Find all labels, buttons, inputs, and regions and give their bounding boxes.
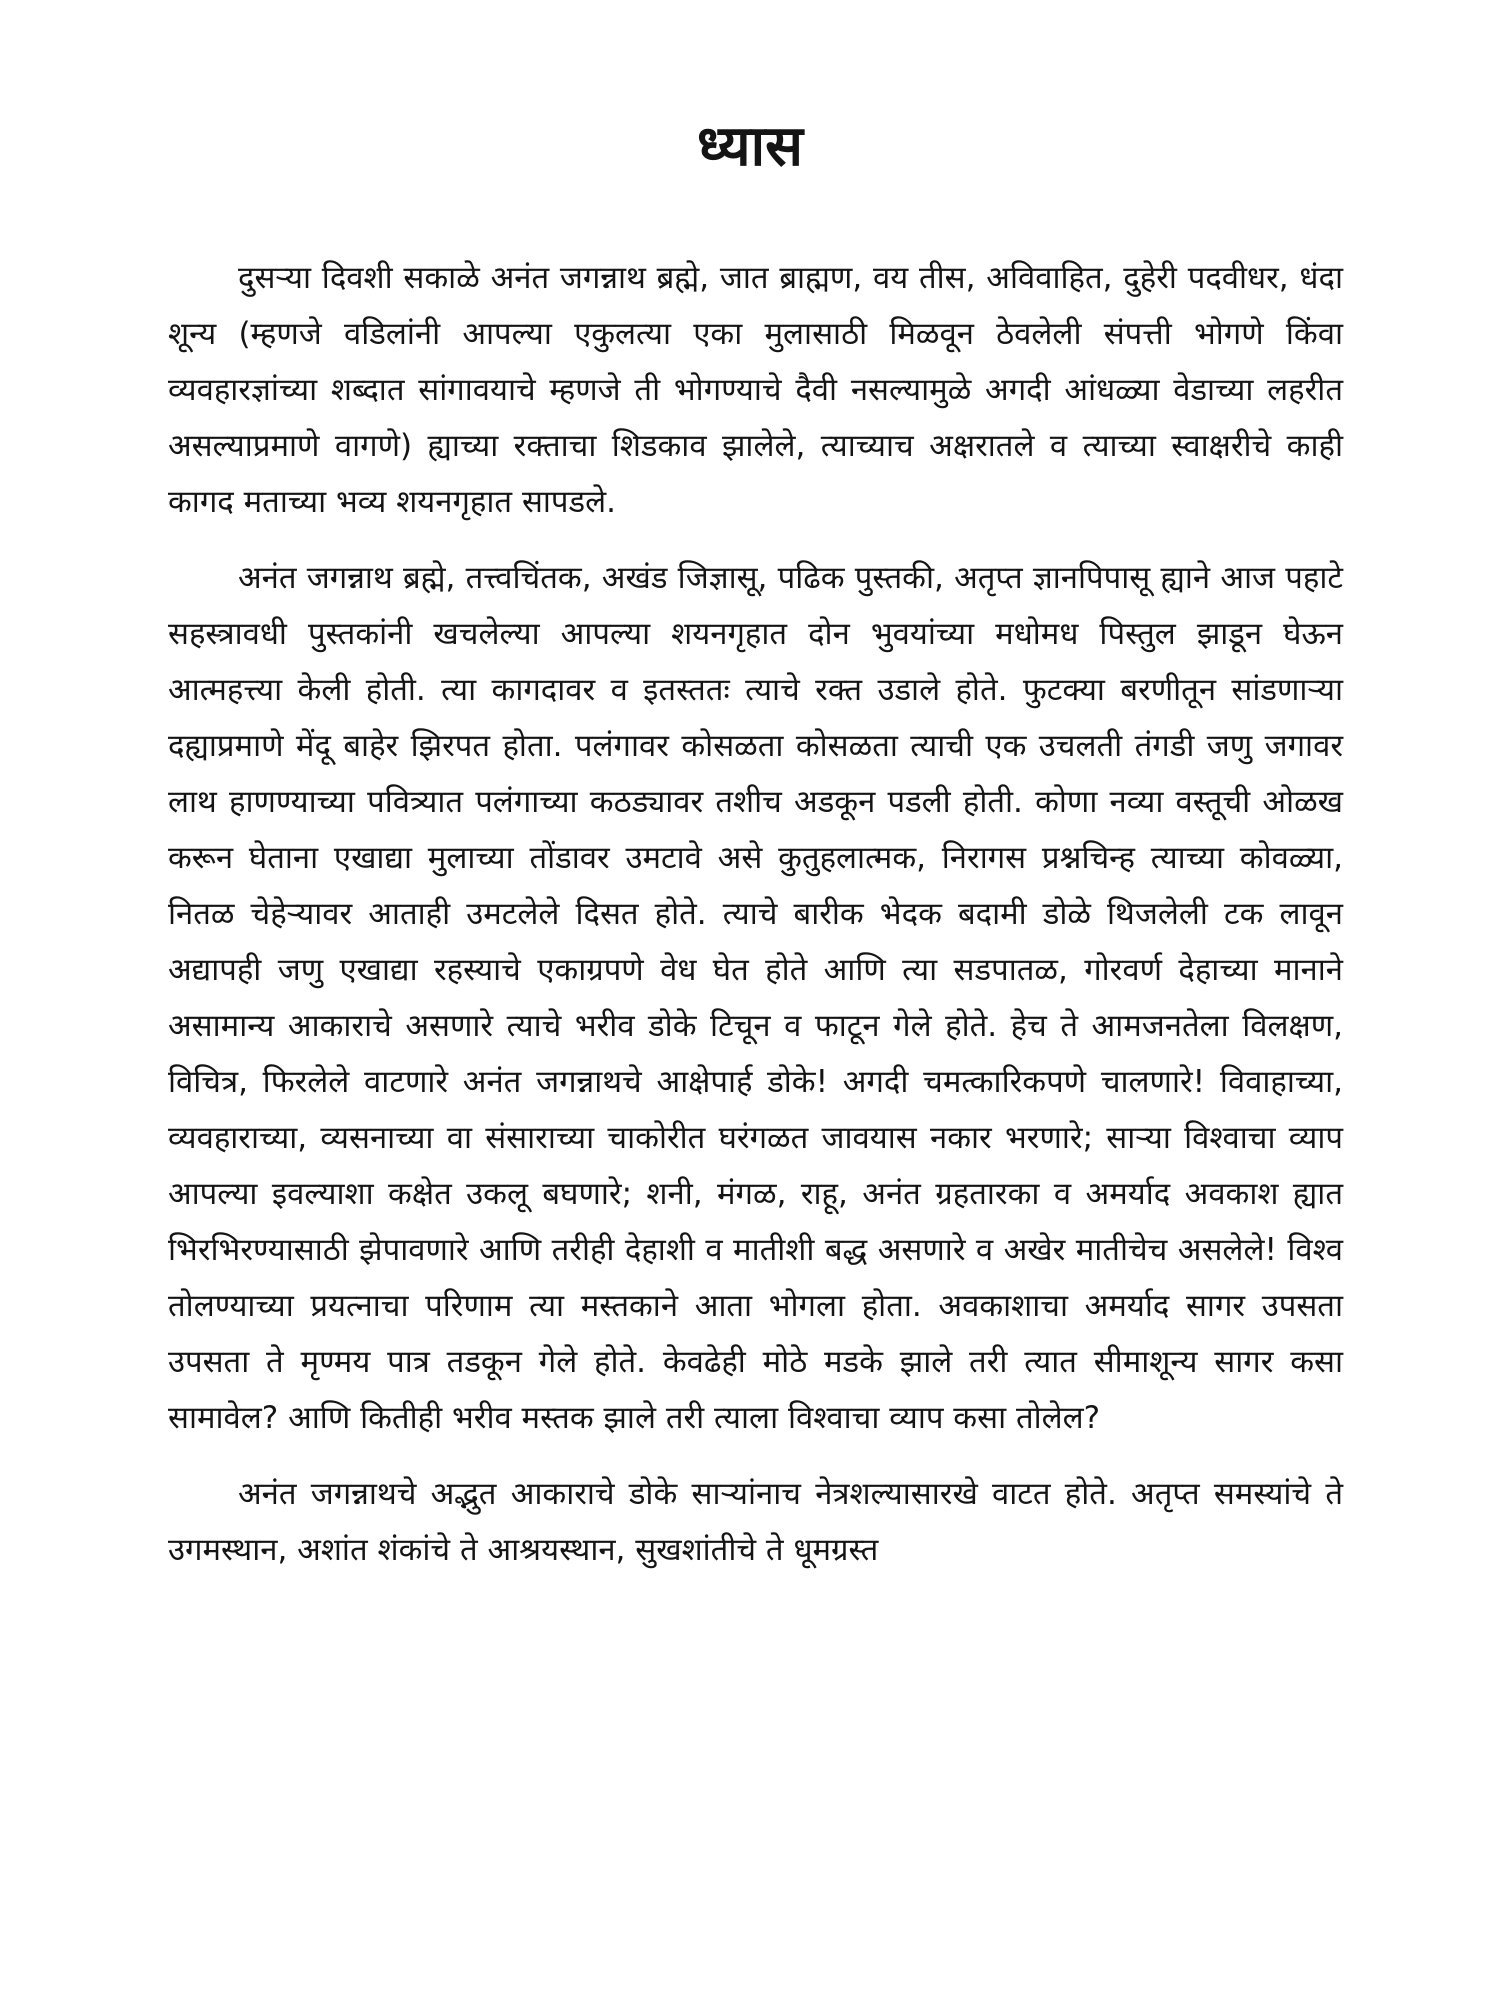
chapter-body	[168, 250, 1343, 1598]
paragraph-3: अनंत जगन्नाथचे अद्भुत आकाराचे डोके साऱ्यांनाच नेत्रशल्यासारखे वाटत होते. अतृप्त समस्यांचे ते उगमस्थान, अशांत शंकांचे ते आश्रयस्थान, सुखशांतीचे ते धूमग्रस्त	[168, 1476, 1343, 1568]
chapter-title: ध्यास	[697, 114, 803, 179]
paragraph-2: अनंत जगन्नाथ ब्रह्मे, तत्त्वचिंतक, अखंड जिज्ञासू, पढिक पुस्तकी, अतृप्त ज्ञानपिपासू ह्याने आज पहाटे सहस्त्रावधी पुस्तकांनी खचलेल्या आपल्या शयनगृहात दोन भुवयांच्या मधोमध पिस्तुल झाडून घेऊन आत्महत्त्या केली होती. त्या कागदावर व इतस्ततः त्याचे रक्त उडाले होते. फुटक्या बरणीतून सांडणाऱ्या दह्याप्रमाणे मेंदू बाहेर झिरपत होता. पलंगावर कोसळता कोसळता त्याची एक उचलती तंगडी जणु जगावर लाथ हाणण्याच्या पवित्र्यात पलंगाच्या कठड्यावर तशीच अडकून पडली होती. कोणा नव्या वस्तूची ओळख करून घेताना एखाद्या मुलाच्या तोंडावर उमटावे असे कुतुहलात्मक, निरागस प्रश्नचिन्ह त्याच्या कोवळ्या, नितळ चेहेऱ्यावर आताही उमटलेले दिसत होते. त्याचे बारीक भेदक बदामी डोळे थिजलेली टक लावून अद्यापही जणु एखाद्या रहस्याचे एकाग्रपणे वेध घेत होते आणि त्या सडपातळ, गोरवर्ण देहाच्या मानाने असामान्य आकाराचे असणारे त्याचे भरीव डोके टिचून व फाटून गेले होते. हेच ते आमजनतेला विलक्षण, विचित्र, फिरलेले वाटणारे अनंत जगन्नाथचे आक्षेपार्ह डोके! अगदी चमत्कारिकपणे चालणारे! विवाहाच्या, व्यवहाराच्या, व्यसनाच्या वा संसाराच्या चाकोरीत घरंगळत जावयास नकार भरणारे; साऱ्या विश्वाचा व्याप आपल्या इवल्याशा कक्षेत उकलू बघणारे; शनी, मंगळ, राहू, अनंत ग्रहतारका व अमर्याद अवकाश ह्यात भिरभिरण्यासाठी झेपावणारे आणि तरीही देहाशी व मातीशी बद्ध असणारे व अखेर मातीचेच असलेले! विश्व तोलण्याच्या प्रयत्नाचा परिणाम त्या मस्तकाने आता भोगला होता. अवकाशाचा अमर्याद सागर उपसता उपसता ते मृण्मय पात्र तडकून गेले होते. केवढेही मोठे मडके झाले तरी त्यात सीमाशून्य सागर कसा सामावेल? आणि कितीही भरीव मस्तक झाले तरी त्याला विश्वाचा व्याप कसा तोलेल?	[168, 560, 1343, 1436]
paragraph-1: दुसऱ्या दिवशी सकाळे अनंत जगन्नाथ ब्रह्मे, जात ब्राह्मण, वय तीस, अविवाहित, दुहेरी पदवीधर, धंदा शून्य (म्हणजे वडिलांनी आपल्या एकुलत्या एका मुलासाठी मिळवून ठेवलेली संपत्ती भोगणे किंवा व्यवहारज्ञांच्या शब्दात सांगावयाचे म्हणजे ती भोगण्याचे दैवी नसल्यामुळे अगदी आंधळ्या वेडाच्या लहरीत असल्याप्रमाणे वागणे) ह्याच्या रक्ताचा शिडकाव झालेले, त्याच्याच अक्षरातले व त्याच्या स्वाक्षरीचे काही कागद मताच्या भव्य शयनगृहात सापडले.	[168, 260, 1343, 520]
